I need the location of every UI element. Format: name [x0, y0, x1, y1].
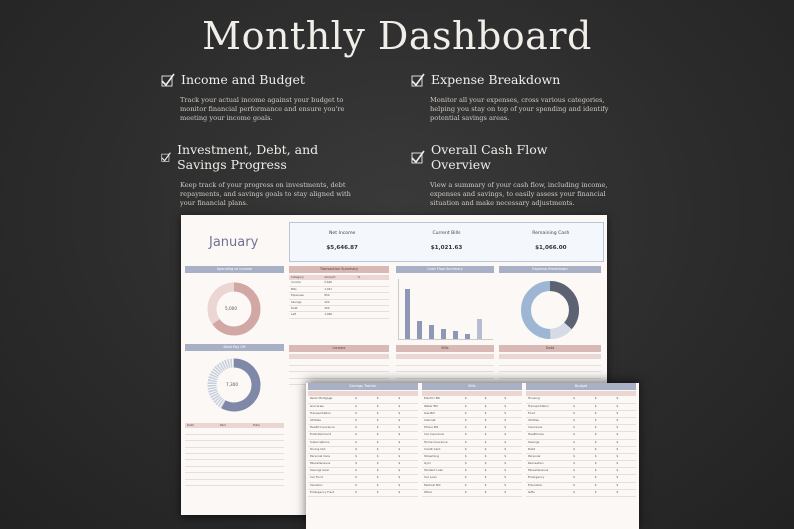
table-row: Credit Card $ $ $: [422, 447, 522, 454]
donut-value: 5,000: [225, 306, 237, 311]
month-title: January: [209, 235, 259, 250]
panel-bills: Bills: [396, 345, 494, 352]
debt-table-right: [499, 354, 601, 385]
table-row: Entertainment $ $ $: [308, 432, 418, 439]
table-row: Debt $ $ $: [526, 447, 636, 454]
table-row: Car Fund $ $ $: [308, 475, 418, 482]
cashflow-bar: [465, 334, 470, 339]
feature-income-budget: [161, 72, 361, 123]
panel-debt-table: Debt: [499, 345, 601, 352]
panel-income: Income: [289, 345, 389, 352]
page-title: Monthly Dashboard: [202, 14, 592, 58]
table-row: Education $ $ $: [526, 483, 636, 490]
table-row: Housing $ $ $: [526, 396, 636, 403]
table-row: Vacation $ $ $: [308, 483, 418, 490]
table-row: Debt 300: [289, 306, 389, 312]
table-row: Emergency $ $ $: [526, 475, 636, 482]
panel-debt: Debt Pay Off: [185, 344, 284, 351]
panel-cashflow: Cash Flow Summary: [396, 266, 494, 273]
table-row: Utilities $ $ $: [308, 418, 418, 425]
feature-desc: Track your actual income against your budget to monitor financial performance and ensure you're meeting your income goals.: [180, 96, 345, 122]
table-row: Gas Bill $ $ $: [422, 411, 522, 418]
cashflow-bar: [429, 325, 434, 339]
table-row: Healthcare $ $ $: [526, 432, 636, 439]
table-row: Water Bill $ $ $: [422, 404, 522, 411]
tracker-preview: [306, 383, 639, 529]
kpi-current-bills: Current Bills $1,021.63: [430, 231, 463, 251]
cashflow-bar: [477, 319, 482, 339]
table-row: Medical Bill $ $ $: [422, 483, 522, 490]
panel-spending: Spending vs Income: [185, 266, 284, 273]
bills-header: Bills: [422, 383, 522, 390]
table-row: Streaming $ $ $: [422, 454, 522, 461]
checkmark-icon: [161, 73, 175, 87]
cashflow-chart: [398, 279, 493, 340]
table-row: Income 5,646: [289, 280, 389, 286]
cashflow-bar: [417, 321, 422, 339]
expense-donut: [519, 279, 581, 341]
cashflow-bar: [453, 331, 458, 339]
table-row: Food $ $ $: [526, 411, 636, 418]
table-row: Miscellaneous $ $ $: [526, 468, 636, 475]
feature-desc: Keep track of your progress on investments, debt repayments, and savings goals to stay aligned with your financial plans.: [180, 181, 351, 207]
budget-header: Budget: [526, 383, 636, 390]
table-row: Internet $ $ $: [422, 418, 522, 425]
feature-title: Overall Cash Flow Overview: [430, 142, 548, 172]
feature-title: Investment, Debt, and Savings Progress: [177, 142, 319, 172]
table-row: Student Loan $ $ $: [422, 468, 522, 475]
table-row: Transportation $ $ $: [308, 411, 418, 418]
donut-value: 7,300: [226, 382, 238, 387]
table-row: Emergency Fund $ $ $: [308, 490, 418, 497]
table-row: Bills 1,021: [289, 287, 389, 293]
feature-title: Expense Breakdown: [431, 72, 561, 87]
checkmark-icon: [411, 73, 425, 87]
table-row: Expenses 850: [289, 293, 389, 299]
table-row: Phone Bill $ $ $: [422, 425, 522, 432]
feature-desc: View a summary of your cash flow, including income, expenses and savings, to easily assess your financial situation and make necessary adjustments.: [430, 181, 608, 207]
table-row: Personal Care $ $ $: [308, 454, 418, 461]
table-row: Subscriptions $ $ $: [308, 440, 418, 447]
transaction-table: Category Amount % Income 5,646 Bills 1,021 Expenses 850 Savings 420 Debt 300 Left 1,066: [289, 275, 389, 319]
kpi-remaining-cash: Remaining Cash $1,066.00: [532, 231, 570, 251]
table-row: Left 1,066: [289, 312, 389, 318]
cashflow-bar: [405, 289, 410, 339]
table-row: Insurance $ $ $: [526, 425, 636, 432]
bills-table: [396, 354, 494, 385]
panel-expense: Expense Breakdown: [499, 266, 601, 273]
budget-table: [526, 391, 636, 497]
table-row: Savings $ $ $: [526, 440, 636, 447]
table-row: Savings Goal $ $ $: [308, 468, 418, 475]
table-row: Recreation $ $ $: [526, 461, 636, 468]
panel-transaction: Transaction Summary: [289, 266, 389, 273]
bills-list-table: [422, 391, 522, 497]
feature-investment-debt: [161, 142, 361, 208]
savings-table: [308, 391, 418, 497]
table-row: Utilities $ $ $: [526, 418, 636, 425]
debt-table: Debt Paid Total: [185, 423, 284, 486]
table-row: Car Insurance $ $ $: [422, 432, 522, 439]
income-table: [289, 354, 389, 385]
feature-expense-breakdown: [411, 72, 611, 123]
checkmark-icon: [161, 150, 171, 164]
kpi-net-income: Net Income $5,646.87: [326, 231, 358, 251]
table-row: Gym $ $ $: [422, 461, 522, 468]
table-row: Car Loan $ $ $: [422, 475, 522, 482]
table-row: Gifts $ $ $: [526, 490, 636, 497]
checkmark-icon: [411, 150, 425, 164]
kpi-bar: [289, 222, 604, 262]
table-row: Miscellaneous $ $ $: [308, 461, 418, 468]
table-row: Personal $ $ $: [526, 454, 636, 461]
table-row: Savings 420: [289, 300, 389, 306]
table-row: Health Insurance $ $ $: [308, 425, 418, 432]
table-row: Other $ $ $: [422, 490, 522, 497]
table-row: Dining Out $ $ $: [308, 447, 418, 454]
tracker-header: Savings Tracker: [308, 383, 418, 390]
feature-desc: Monitor all your expenses, cross various categories, helping you stay on top of your spending and identify potential savings areas.: [430, 96, 609, 122]
cashflow-bar: [441, 329, 446, 339]
table-row: Electric Bill $ $ $: [422, 396, 522, 403]
feature-cash-flow: [411, 142, 611, 208]
table-row: Groceries $ $ $: [308, 404, 418, 411]
table-row: Rent/ Mortgage $ $ $: [308, 396, 418, 403]
table-row: Home Insurance $ $ $: [422, 440, 522, 447]
table-row: Transportation $ $ $: [526, 404, 636, 411]
feature-title: Income and Budget: [181, 72, 305, 87]
